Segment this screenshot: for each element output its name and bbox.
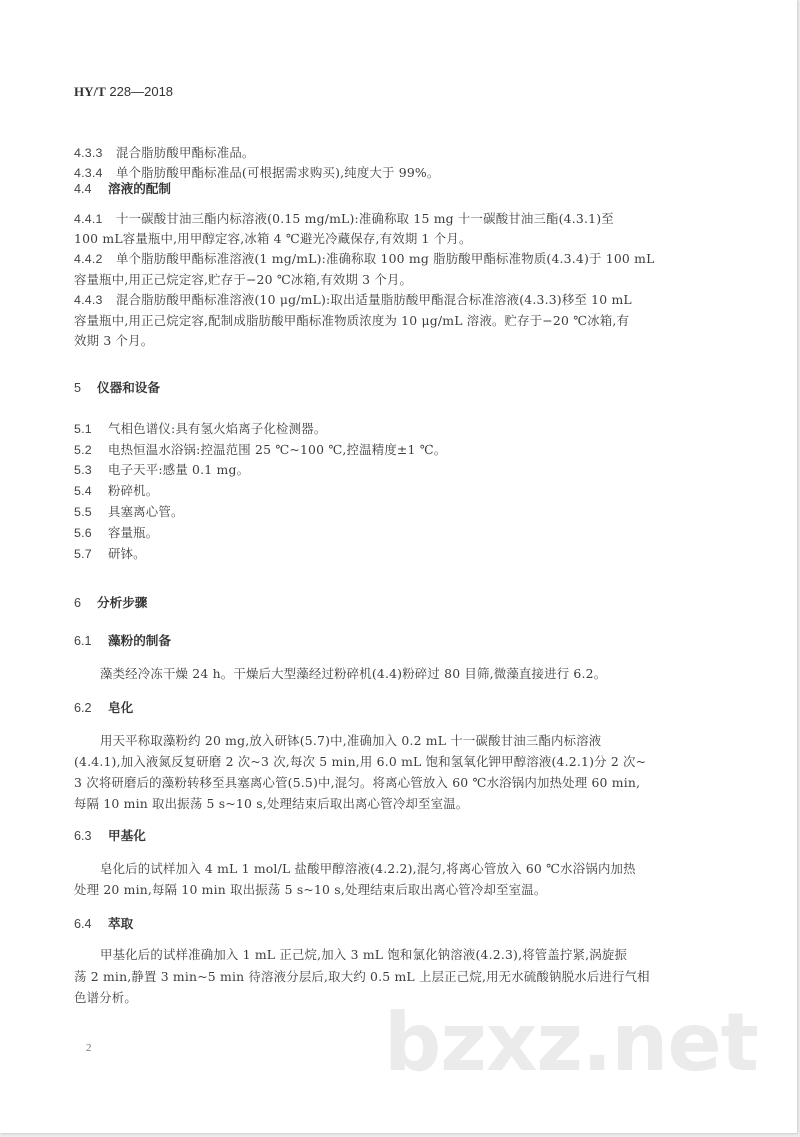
paragraph-continuation: 荡 2 min,静置 3 min~5 min 待溶液分层后,取大约 0.5 mL 上层正己烷,用无水硫酸钠脱水后进行气相 — [74, 969, 650, 984]
heading-text: 萃取 — [108, 916, 134, 931]
page-number: 2 — [86, 1042, 92, 1054]
clause-number: 4.3.3 — [74, 146, 103, 160]
clause-5-1 — [74, 419, 326, 437]
clause-5-4 — [74, 481, 158, 499]
paragraph-6-2: 用天平称取藻粉约 20 mg,放入研钵(5.7)中,准确加入 0.2 mL 十一碳酸甘油三酯内标溶液 — [100, 733, 602, 748]
clause-number: 4.4.2 — [74, 252, 103, 266]
heading-number: 6.3 — [74, 829, 92, 843]
clause-text: 电热恒温水浴锅:控温范围 25 ℃~100 ℃,控温精度±1 ℃。 — [108, 442, 447, 457]
section-heading-6-4 — [74, 913, 133, 932]
clause-5-2 — [74, 440, 446, 458]
watermark: bzxz.net — [384, 996, 758, 1089]
clause-text: 研钵。 — [108, 546, 146, 561]
standard-prefix: HY/T — [74, 84, 106, 99]
paragraph-continuation: 处理 20 min,每隔 10 min 取出振荡 5 s~10 s,处理结束后取出离心管冷却至室温。 — [74, 882, 547, 897]
clause-text: 粉碎机。 — [108, 483, 159, 498]
clause-text: 混合脂肪酸甲酯标准品。 — [116, 145, 255, 160]
clause-text: 气相色谱仪:具有氢火焰离子化检测器。 — [108, 421, 327, 436]
clause-number: 4.4.3 — [74, 293, 103, 307]
paragraph-continuation: (4.4.1),加入液氮反复研磨 2 次~3 次,每次 5 min,用 6.0 mL 饱和氢氧化钾甲醇溶液(4.2.1)分 2 次~ — [74, 754, 647, 769]
heading-text: 仪器和设备 — [97, 380, 160, 395]
clause-number: 5.5 — [74, 505, 92, 519]
clause-continuation: 容量瓶中,用正己烷定容,配制成脂肪酸甲酯标准物质浓度为 10 μg/mL 溶液。贮存于−20 ℃冰箱,有 — [74, 313, 630, 328]
clause-continuation: 100 mL容量瓶中,用甲醇定容,冰箱 4 ℃避光冷藏保存,有效期 1 个月。 — [74, 231, 472, 246]
clause-text: 容量瓶。 — [108, 525, 159, 540]
clause-5-6 — [74, 523, 158, 541]
clause-4-4-1 — [74, 209, 614, 227]
clause-text: 单个脂肪酸甲酯标准溶液(1 mg/mL):准确称取 100 mg 脂肪酸甲酯标准物质(4.3.4)于 100 mL — [116, 251, 655, 266]
section-heading-5 — [74, 377, 160, 396]
paragraph-continuation: 每隔 10 min 取出振荡 5 s~10 s,处理结束后取出离心管冷却至室温。 — [74, 796, 469, 811]
clause-text: 单个脂肪酸甲酯标准品(可根据需求购买),纯度大于 99%。 — [116, 165, 440, 180]
clause-number: 5.1 — [74, 422, 92, 436]
clause-5-7 — [74, 544, 146, 562]
clause-text: 具塞离心管。 — [108, 504, 184, 519]
clause-number: 5.7 — [74, 547, 92, 561]
section-heading-6-1 — [74, 630, 171, 649]
section-heading-6-2 — [74, 697, 133, 716]
heading-number: 6 — [74, 596, 82, 610]
standard-code-header — [74, 84, 173, 100]
paragraph-6-3: 皂化后的试样加入 4 mL 1 mol/L 盐酸甲醇溶液(4.2.2),混匀,将离心管放入 60 ℃水浴锅内加热 — [100, 861, 636, 876]
clause-continuation: 效期 3 个月。 — [74, 333, 154, 348]
paragraph-6-4: 甲基化后的试样准确加入 1 mL 正己烷,加入 3 mL 饱和氯化钠溶液(4.2.3),将管盖拧紧,涡旋振 — [100, 947, 628, 962]
clause-text: 电子天平:感量 0.1 mg。 — [108, 462, 250, 477]
heading-number: 6.1 — [74, 634, 92, 648]
clause-number: 5.3 — [74, 463, 92, 477]
heading-text: 分析步骤 — [97, 595, 148, 610]
heading-number: 5 — [74, 381, 82, 395]
clause-5-3 — [74, 460, 249, 478]
heading-text: 藻粉的制备 — [108, 633, 171, 648]
clause-number: 5.4 — [74, 484, 92, 498]
heading-text: 溶液的配制 — [108, 181, 171, 196]
heading-text: 甲基化 — [108, 828, 146, 843]
clause-text: 十一碳酸甘油三酯内标溶液(0.15 mg/mL):准确称取 15 mg 十一碳酸甘油三酯(4.3.1)至 — [116, 211, 614, 226]
heading-number: 6.4 — [74, 917, 92, 931]
clause-number: 4.3.4 — [74, 166, 103, 180]
clause-continuation: 容量瓶中,用正己烷定容,贮存于−20 ℃冰箱,有效期 3 个月。 — [74, 272, 413, 287]
heading-number: 6.2 — [74, 701, 92, 715]
heading-number: 4.4 — [74, 182, 92, 196]
clause-text: 混合脂肪酸甲酯标准溶液(10 μg/mL):取出适量脂肪酸甲酯混合标准溶液(4.3.3)移至 10 mL — [116, 292, 632, 307]
section-heading-6-3 — [74, 825, 146, 844]
clause-4-4-3 — [74, 290, 632, 308]
paragraph-continuation: 色谱分析。 — [74, 990, 137, 1005]
section-heading-6 — [74, 592, 147, 611]
clause-number: 5.2 — [74, 443, 92, 457]
paragraph-6-1: 藻类经冷冻干燥 24 h。干燥后大型藻经过粉碎机(4.4)粉碎过 80 目筛,微藻直接进行 6.2。 — [100, 666, 607, 681]
section-heading-4-4 — [74, 178, 171, 197]
clause-number: 5.6 — [74, 526, 92, 540]
clause-4-4-2 — [74, 249, 655, 267]
clause-5-5 — [74, 502, 184, 520]
heading-text: 皂化 — [108, 700, 134, 715]
clause-number: 4.4.1 — [74, 212, 103, 226]
standard-number: 228—2018 — [109, 84, 174, 99]
paragraph-continuation: 3 次将研磨后的藻粉转移至具塞离心管(5.5)中,混匀。将离心管放入 60 ℃水浴锅内加热处理 60 min, — [74, 775, 641, 790]
clause-4-3-3 — [74, 143, 255, 161]
